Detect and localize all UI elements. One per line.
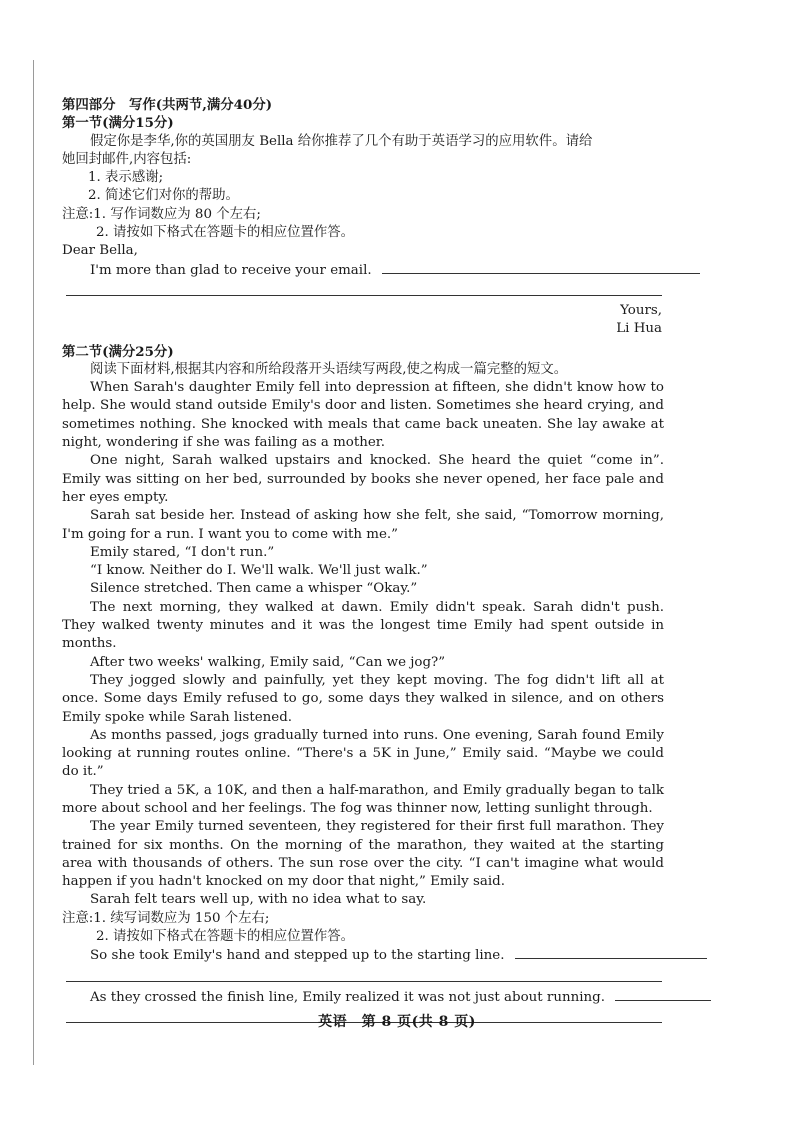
binding-margin-line — [33, 60, 34, 1065]
story-paragraph: One night, Sarah walked upstairs and knocked. She heard the quiet “come in”. Emily was sitting on her bed, surrounded by books she never opened, her face pale and her eyes empty. — [62, 453, 664, 505]
letter-signature: Li Hua — [616, 321, 662, 337]
answer-rule-line — [66, 294, 662, 296]
story-text — [62, 379, 664, 910]
continuation-starter-1-row — [62, 946, 664, 965]
letter-opening-row — [62, 261, 664, 280]
story-paragraph: They jogged slowly and painfully, yet they kept moving. The fog didn't lift all at once. Some days Emily refused to go, some days they walked in silence, and on others Emily spoke while Sarah listened. — [62, 672, 664, 725]
continuation-starter-2: As they crossed the finish line, Emily realized it was not just about running. — [90, 989, 605, 1005]
section1-item-2: 2. 简述它们对你的帮助。 — [88, 188, 239, 204]
section2-title: 第二节(满分25分) — [62, 343, 174, 360]
answer-rule-line — [66, 980, 662, 982]
continuation-starter-2-row — [62, 988, 664, 1007]
story-paragraph: “I know. Neither do I. We'll walk. We'll just walk.” — [90, 563, 428, 579]
answer-blank-line — [382, 261, 700, 274]
section1-note-1: 注意:1. 写作词数应为 80 个左右; — [62, 206, 261, 222]
story-paragraph: As months passed, jogs gradually turned into runs. One evening, Sarah found Emily looking at running routes online. “There's a 5K in June,” Emily said. “Maybe we could do it.” — [62, 727, 664, 780]
section2-instruction: 阅读下面材料,根据其内容和所给段落开头语续写两段,使之构成一篇完整的短文。 — [90, 361, 568, 377]
story-paragraph: Emily stared, “I don't run.” — [90, 544, 275, 560]
letter-closing: Yours, — [620, 302, 662, 318]
letter-salutation: Dear Bella, — [62, 243, 138, 259]
story-paragraph: They tried a 5K, a 10K, and then a half-marathon, and Emily gradually began to talk more about school and her feelings. The fog was thinner now, letting sunlight through. — [62, 782, 664, 816]
section1-item-1: 1. 表示感谢; — [88, 170, 164, 186]
section2-note-2: 2. 请按如下格式在答题卡的相应位置作答。 — [96, 929, 355, 945]
story-paragraph: Sarah sat beside her. Instead of asking how she felt, she said, “Tomorrow morning, I'm going for a run. I want you to come with me.” — [62, 508, 664, 542]
story-paragraph: The next morning, they walked at dawn. Emily didn't speak. Sarah didn't push. They walked twenty minutes and it was the longest time Emily had spent outside in months. — [62, 599, 664, 652]
story-paragraph: The year Emily turned seventeen, they registered for their first full marathon. They trained for six months. On the morning of the marathon, they waited at the starting area with thousands of others. The sun rose over the city. “I can't imagine what would happen if you hadn't knocked on my door that night,” Emily said. — [62, 819, 664, 890]
story-paragraph: After two weeks' walking, Emily said, “Can we jog?” — [90, 654, 446, 670]
answer-blank-line — [515, 946, 707, 959]
answer-blank-line — [615, 988, 711, 1001]
part-title: 第四部分 写作(共两节,满分40分) — [62, 97, 273, 113]
story-paragraph: Sarah felt tears well up, with no idea what to say. — [90, 892, 427, 908]
section1-note-2: 2. 请按如下格式在答题卡的相应位置作答。 — [96, 225, 355, 241]
section1-prompt-line2: 她回封邮件,内容包括: — [62, 151, 192, 167]
section1-title: 第一节(满分15分) — [62, 115, 174, 132]
section2-note-1: 注意:1. 续写词数应为 150 个左右; — [62, 910, 270, 926]
section1-prompt-line1: 假定你是李华,你的英国朋友 Bella 给你推荐了几个有助于英语学习的应用软件。请给 — [90, 133, 593, 149]
story-paragraph: Silence stretched. Then came a whisper “Okay.” — [90, 581, 418, 597]
letter-opening-sentence: I'm more than glad to receive your email. — [90, 262, 372, 278]
writing-section — [62, 96, 664, 1029]
story-paragraph: When Sarah's daughter Emily fell into depression at fifteen, she didn't know how to help. She would stand outside Emily's door and listen. Sometimes she heard crying, and sometimes nothing. She knocked with meals that came back uneaten. She lay awake at night, wondering if she was failing as a mother. — [62, 380, 664, 451]
continuation-starter-1: So she took Emily's hand and stepped up to the starting line. — [90, 948, 505, 964]
page-footer: 英语 第 8 页(共 8 页) — [318, 1014, 476, 1030]
